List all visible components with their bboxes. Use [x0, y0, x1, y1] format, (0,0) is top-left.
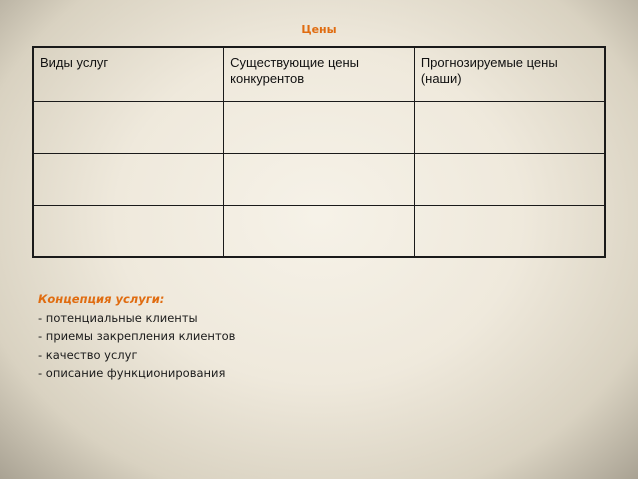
- concept-list-item: - потенциальные клиенты: [38, 310, 198, 325]
- table-cell: [33, 153, 224, 205]
- concept-list-item: - описание функционирования: [38, 366, 226, 380]
- service-concept-block: [38, 290, 538, 383]
- table-cell: [414, 101, 605, 153]
- prices-table: [32, 46, 606, 258]
- table-cell: [414, 153, 605, 205]
- table-cell: [224, 101, 415, 153]
- table-cell: [414, 205, 605, 257]
- table-row: [33, 205, 605, 257]
- table-row: [33, 101, 605, 153]
- concept-list-item: - приемы закрепления клиентов: [38, 329, 236, 343]
- slide-title: Цены: [301, 23, 337, 36]
- table-cell: [224, 205, 415, 257]
- concept-list-item: - качество услуг: [38, 347, 138, 362]
- header-forecast-prices: Прогнозируемые цены (наши): [414, 47, 605, 101]
- header-service-types: Виды услуг: [33, 47, 224, 101]
- header-competitor-prices: Существующие цены конкурентов: [224, 47, 415, 101]
- service-concept-heading: Концепция услуги:: [38, 292, 165, 306]
- table-cell: [224, 153, 415, 205]
- table-header-row: [33, 47, 605, 101]
- table-cell: [33, 205, 224, 257]
- table-row: [33, 153, 605, 205]
- table-cell: [33, 101, 224, 153]
